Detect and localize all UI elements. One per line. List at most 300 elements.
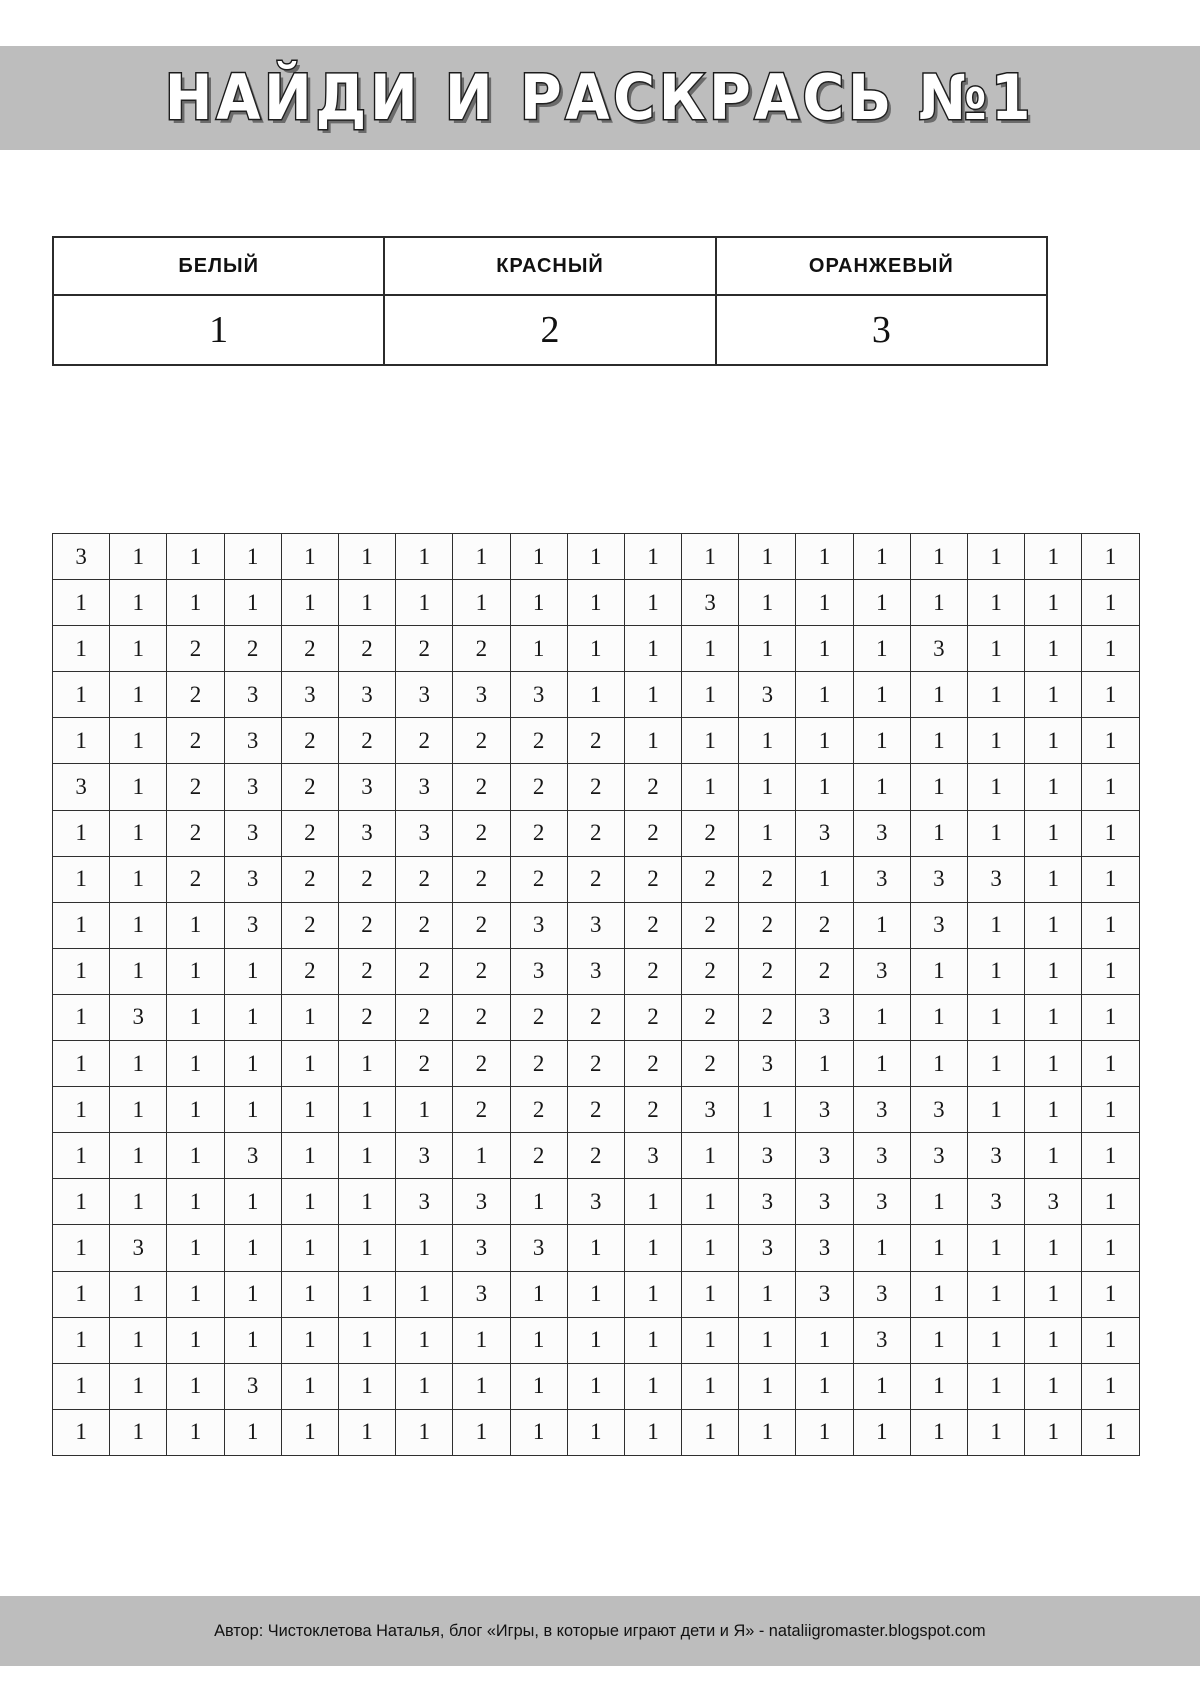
grid-cell[interactable]: 1 [1082, 534, 1139, 580]
grid-cell[interactable]: 1 [910, 1225, 967, 1271]
grid-cell[interactable]: 1 [968, 810, 1025, 856]
grid-cell[interactable]: 1 [1082, 856, 1139, 902]
grid-cell[interactable]: 1 [53, 1087, 110, 1133]
grid-cell[interactable]: 1 [53, 1409, 110, 1455]
grid-cell[interactable]: 3 [567, 948, 624, 994]
grid-cell[interactable]: 1 [396, 534, 453, 580]
grid-cell[interactable]: 1 [167, 902, 224, 948]
grid-cell[interactable]: 1 [110, 902, 167, 948]
grid-cell[interactable]: 2 [510, 856, 567, 902]
grid-cell[interactable]: 1 [968, 626, 1025, 672]
grid-cell[interactable]: 2 [567, 1133, 624, 1179]
grid-cell[interactable]: 1 [224, 1087, 281, 1133]
grid-cell[interactable]: 1 [682, 1317, 739, 1363]
grid-cell[interactable]: 1 [453, 1317, 510, 1363]
grid-cell[interactable]: 2 [510, 810, 567, 856]
grid-cell[interactable]: 3 [796, 1087, 853, 1133]
grid-cell[interactable]: 1 [396, 1271, 453, 1317]
grid-cell[interactable]: 2 [453, 1087, 510, 1133]
grid-cell[interactable]: 1 [53, 994, 110, 1040]
grid-cell[interactable]: 2 [338, 902, 395, 948]
grid-cell[interactable]: 1 [968, 1409, 1025, 1455]
grid-cell[interactable]: 2 [567, 718, 624, 764]
grid-cell[interactable]: 1 [910, 534, 967, 580]
grid-cell[interactable]: 1 [453, 1133, 510, 1179]
grid-cell[interactable]: 1 [453, 534, 510, 580]
grid-cell[interactable]: 1 [338, 1363, 395, 1409]
grid-cell[interactable]: 3 [796, 1179, 853, 1225]
grid-cell[interactable]: 1 [624, 580, 681, 626]
grid-cell[interactable]: 1 [167, 1041, 224, 1087]
grid-cell[interactable]: 3 [453, 1179, 510, 1225]
grid-cell[interactable]: 1 [224, 948, 281, 994]
grid-cell[interactable]: 1 [567, 1363, 624, 1409]
grid-cell[interactable]: 1 [1082, 1087, 1139, 1133]
grid-cell[interactable]: 1 [110, 856, 167, 902]
grid-cell[interactable]: 3 [910, 1133, 967, 1179]
grid-cell[interactable]: 2 [338, 626, 395, 672]
grid-cell[interactable]: 1 [167, 1363, 224, 1409]
grid-cell[interactable]: 1 [968, 1363, 1025, 1409]
grid-cell[interactable]: 2 [796, 902, 853, 948]
grid-cell[interactable]: 2 [167, 718, 224, 764]
grid-cell[interactable]: 1 [968, 1271, 1025, 1317]
grid-cell[interactable]: 1 [167, 948, 224, 994]
grid-cell[interactable]: 3 [338, 810, 395, 856]
grid-cell[interactable]: 1 [968, 994, 1025, 1040]
grid-cell[interactable]: 1 [224, 534, 281, 580]
grid-cell[interactable]: 1 [1025, 1087, 1082, 1133]
grid-cell[interactable]: 2 [682, 994, 739, 1040]
grid-cell[interactable]: 2 [338, 718, 395, 764]
grid-cell[interactable]: 1 [510, 1179, 567, 1225]
grid-cell[interactable]: 3 [796, 810, 853, 856]
grid-cell[interactable]: 1 [1025, 1041, 1082, 1087]
grid-cell[interactable]: 3 [510, 1225, 567, 1271]
grid-cell[interactable]: 1 [53, 1317, 110, 1363]
grid-cell[interactable]: 2 [281, 948, 338, 994]
grid-cell[interactable]: 2 [453, 626, 510, 672]
grid-cell[interactable]: 1 [1082, 1225, 1139, 1271]
grid-cell[interactable]: 2 [396, 856, 453, 902]
grid-cell[interactable]: 3 [1025, 1179, 1082, 1225]
grid-cell[interactable]: 2 [396, 948, 453, 994]
grid-cell[interactable]: 3 [453, 1225, 510, 1271]
grid-cell[interactable]: 2 [167, 626, 224, 672]
grid-cell[interactable]: 1 [53, 626, 110, 672]
grid-cell[interactable]: 1 [1025, 1133, 1082, 1179]
grid-cell[interactable]: 2 [453, 994, 510, 1040]
grid-cell[interactable]: 2 [281, 902, 338, 948]
grid-cell[interactable]: 1 [53, 1225, 110, 1271]
grid-cell[interactable]: 1 [739, 626, 796, 672]
grid-cell[interactable]: 2 [567, 764, 624, 810]
grid-cell[interactable]: 1 [1082, 718, 1139, 764]
grid-cell[interactable]: 1 [796, 1317, 853, 1363]
grid-cell[interactable]: 3 [510, 948, 567, 994]
grid-cell[interactable]: 1 [1082, 764, 1139, 810]
grid-cell[interactable]: 2 [624, 1041, 681, 1087]
grid-cell[interactable]: 2 [338, 948, 395, 994]
grid-cell[interactable]: 1 [1025, 626, 1082, 672]
grid-cell[interactable]: 2 [567, 856, 624, 902]
grid-cell[interactable]: 1 [110, 672, 167, 718]
grid-cell[interactable]: 1 [1082, 672, 1139, 718]
grid-cell[interactable]: 1 [968, 718, 1025, 764]
grid-cell[interactable]: 1 [853, 994, 910, 1040]
grid-cell[interactable]: 1 [682, 764, 739, 810]
grid-cell[interactable]: 1 [53, 718, 110, 764]
grid-cell[interactable]: 1 [796, 856, 853, 902]
grid-cell[interactable]: 1 [910, 994, 967, 1040]
grid-cell[interactable]: 3 [53, 534, 110, 580]
grid-cell[interactable]: 3 [853, 1133, 910, 1179]
grid-cell[interactable]: 1 [167, 1087, 224, 1133]
grid-cell[interactable]: 1 [796, 1041, 853, 1087]
grid-cell[interactable]: 1 [1082, 810, 1139, 856]
grid-cell[interactable]: 1 [910, 580, 967, 626]
grid-cell[interactable]: 3 [338, 764, 395, 810]
grid-cell[interactable]: 1 [1082, 1133, 1139, 1179]
grid-cell[interactable]: 2 [510, 764, 567, 810]
grid-cell[interactable]: 1 [1025, 1409, 1082, 1455]
grid-cell[interactable]: 1 [224, 1409, 281, 1455]
grid-cell[interactable]: 1 [110, 1271, 167, 1317]
grid-cell[interactable]: 1 [910, 764, 967, 810]
grid-cell[interactable]: 3 [739, 1225, 796, 1271]
grid-cell[interactable]: 1 [110, 718, 167, 764]
grid-cell[interactable]: 1 [110, 580, 167, 626]
grid-cell[interactable]: 1 [281, 1179, 338, 1225]
grid-cell[interactable]: 1 [510, 580, 567, 626]
grid-cell[interactable]: 1 [739, 1409, 796, 1455]
grid-cell[interactable]: 1 [224, 1041, 281, 1087]
grid-cell[interactable]: 1 [910, 810, 967, 856]
grid-cell[interactable]: 3 [853, 810, 910, 856]
grid-cell[interactable]: 3 [853, 1087, 910, 1133]
grid-cell[interactable]: 2 [739, 994, 796, 1040]
grid-cell[interactable]: 2 [510, 1133, 567, 1179]
grid-cell[interactable]: 1 [624, 626, 681, 672]
grid-cell[interactable]: 1 [853, 626, 910, 672]
grid-cell[interactable]: 1 [167, 994, 224, 1040]
grid-cell[interactable]: 1 [281, 994, 338, 1040]
grid-cell[interactable]: 3 [853, 1271, 910, 1317]
grid-cell[interactable]: 3 [682, 580, 739, 626]
grid-cell[interactable]: 3 [224, 764, 281, 810]
grid-cell[interactable]: 2 [281, 718, 338, 764]
grid-cell[interactable]: 1 [53, 902, 110, 948]
grid-cell[interactable]: 1 [739, 534, 796, 580]
grid-cell[interactable]: 1 [624, 718, 681, 764]
grid-cell[interactable]: 3 [796, 994, 853, 1040]
grid-cell[interactable]: 1 [968, 1087, 1025, 1133]
grid-cell[interactable]: 1 [853, 902, 910, 948]
grid-cell[interactable]: 1 [1082, 994, 1139, 1040]
grid-cell[interactable]: 3 [910, 902, 967, 948]
grid-cell[interactable]: 1 [739, 810, 796, 856]
grid-cell[interactable]: 3 [739, 1041, 796, 1087]
grid-cell[interactable]: 3 [224, 672, 281, 718]
grid-cell[interactable]: 1 [281, 1317, 338, 1363]
grid-cell[interactable]: 1 [853, 1041, 910, 1087]
grid-cell[interactable]: 3 [224, 902, 281, 948]
grid-cell[interactable]: 2 [453, 902, 510, 948]
grid-cell[interactable]: 3 [624, 1133, 681, 1179]
grid-cell[interactable]: 1 [1025, 764, 1082, 810]
grid-cell[interactable]: 2 [567, 1041, 624, 1087]
grid-cell[interactable]: 1 [1082, 1317, 1139, 1363]
grid-cell[interactable]: 1 [624, 1409, 681, 1455]
grid-cell[interactable]: 3 [968, 1133, 1025, 1179]
grid-cell[interactable]: 1 [224, 1179, 281, 1225]
grid-cell[interactable]: 2 [281, 764, 338, 810]
grid-cell[interactable]: 3 [910, 1087, 967, 1133]
grid-cell[interactable]: 1 [53, 580, 110, 626]
grid-cell[interactable]: 2 [281, 856, 338, 902]
grid-cell[interactable]: 1 [338, 1271, 395, 1317]
grid-cell[interactable]: 1 [281, 534, 338, 580]
grid-cell[interactable]: 3 [396, 1179, 453, 1225]
grid-cell[interactable]: 1 [1025, 672, 1082, 718]
grid-cell[interactable]: 1 [53, 856, 110, 902]
grid-cell[interactable]: 1 [338, 534, 395, 580]
grid-cell[interactable]: 1 [53, 1363, 110, 1409]
grid-cell[interactable]: 2 [624, 764, 681, 810]
grid-cell[interactable]: 1 [167, 1409, 224, 1455]
grid-cell[interactable]: 1 [796, 1363, 853, 1409]
grid-cell[interactable]: 1 [1025, 902, 1082, 948]
grid-cell[interactable]: 2 [167, 672, 224, 718]
grid-cell[interactable]: 1 [396, 1363, 453, 1409]
grid-cell[interactable]: 1 [110, 1179, 167, 1225]
grid-cell[interactable]: 1 [567, 1317, 624, 1363]
grid-cell[interactable]: 1 [281, 1087, 338, 1133]
grid-cell[interactable]: 3 [739, 672, 796, 718]
grid-cell[interactable]: 1 [739, 718, 796, 764]
grid-cell[interactable]: 1 [167, 1133, 224, 1179]
grid-cell[interactable]: 3 [739, 1133, 796, 1179]
grid-cell[interactable]: 1 [853, 534, 910, 580]
grid-cell[interactable]: 1 [453, 580, 510, 626]
grid-cell[interactable]: 1 [910, 672, 967, 718]
grid-cell[interactable]: 3 [682, 1087, 739, 1133]
grid-cell[interactable]: 2 [624, 994, 681, 1040]
grid-cell[interactable]: 1 [167, 1317, 224, 1363]
grid-cell[interactable]: 1 [396, 1409, 453, 1455]
grid-cell[interactable]: 1 [281, 1225, 338, 1271]
grid-cell[interactable]: 1 [1082, 1271, 1139, 1317]
grid-cell[interactable]: 1 [796, 626, 853, 672]
grid-cell[interactable]: 1 [968, 672, 1025, 718]
grid-cell[interactable]: 1 [682, 1271, 739, 1317]
grid-cell[interactable]: 1 [853, 1409, 910, 1455]
grid-cell[interactable]: 1 [682, 534, 739, 580]
grid-cell[interactable]: 3 [396, 764, 453, 810]
grid-cell[interactable]: 2 [338, 994, 395, 1040]
grid-cell[interactable]: 1 [853, 764, 910, 810]
grid-cell[interactable]: 1 [510, 1409, 567, 1455]
grid-cell[interactable]: 1 [1082, 948, 1139, 994]
grid-cell[interactable]: 3 [281, 672, 338, 718]
grid-cell[interactable]: 1 [1082, 1179, 1139, 1225]
grid-cell[interactable]: 1 [968, 1317, 1025, 1363]
grid-cell[interactable]: 1 [968, 764, 1025, 810]
grid-cell[interactable]: 3 [224, 856, 281, 902]
grid-cell[interactable]: 1 [567, 626, 624, 672]
grid-cell[interactable]: 1 [110, 1041, 167, 1087]
grid-cell[interactable]: 1 [796, 764, 853, 810]
grid-cell[interactable]: 1 [338, 1317, 395, 1363]
grid-cell[interactable]: 1 [110, 1409, 167, 1455]
grid-cell[interactable]: 1 [53, 672, 110, 718]
grid-cell[interactable]: 3 [110, 994, 167, 1040]
grid-cell[interactable]: 1 [281, 1271, 338, 1317]
grid-cell[interactable]: 1 [624, 1225, 681, 1271]
grid-cell[interactable]: 2 [796, 948, 853, 994]
grid-cell[interactable]: 1 [624, 534, 681, 580]
grid-cell[interactable]: 3 [968, 1179, 1025, 1225]
grid-cell[interactable]: 1 [510, 1271, 567, 1317]
grid-cell[interactable]: 2 [396, 902, 453, 948]
grid-cell[interactable]: 2 [682, 856, 739, 902]
grid-cell[interactable]: 3 [224, 718, 281, 764]
grid-cell[interactable]: 1 [224, 580, 281, 626]
grid-cell[interactable]: 1 [567, 672, 624, 718]
grid-cell[interactable]: 1 [1082, 1041, 1139, 1087]
grid-cell[interactable]: 2 [624, 1087, 681, 1133]
grid-cell[interactable]: 1 [796, 1409, 853, 1455]
grid-cell[interactable]: 1 [1025, 810, 1082, 856]
grid-cell[interactable]: 1 [1025, 1271, 1082, 1317]
grid-cell[interactable]: 1 [53, 1271, 110, 1317]
grid-cell[interactable]: 1 [910, 1041, 967, 1087]
grid-cell[interactable]: 3 [224, 810, 281, 856]
grid-cell[interactable]: 1 [1025, 948, 1082, 994]
grid-cell[interactable]: 2 [739, 902, 796, 948]
grid-cell[interactable]: 3 [453, 1271, 510, 1317]
grid-cell[interactable]: 1 [167, 1179, 224, 1225]
grid-cell[interactable]: 1 [338, 580, 395, 626]
grid-cell[interactable]: 1 [1025, 534, 1082, 580]
grid-cell[interactable]: 1 [739, 1271, 796, 1317]
grid-cell[interactable]: 1 [682, 1179, 739, 1225]
grid-cell[interactable]: 1 [110, 1133, 167, 1179]
grid-cell[interactable]: 2 [567, 1087, 624, 1133]
grid-cell[interactable]: 2 [453, 718, 510, 764]
grid-cell[interactable]: 2 [682, 1041, 739, 1087]
grid-cell[interactable]: 1 [53, 1133, 110, 1179]
grid-cell[interactable]: 1 [739, 1317, 796, 1363]
grid-cell[interactable]: 1 [739, 1363, 796, 1409]
grid-cell[interactable]: 1 [224, 1317, 281, 1363]
grid-cell[interactable]: 1 [224, 1225, 281, 1271]
grid-cell[interactable]: 1 [110, 534, 167, 580]
grid-cell[interactable]: 3 [396, 672, 453, 718]
grid-cell[interactable]: 1 [682, 1363, 739, 1409]
grid-cell[interactable]: 3 [453, 672, 510, 718]
grid-cell[interactable]: 1 [682, 1409, 739, 1455]
grid-cell[interactable]: 1 [281, 580, 338, 626]
grid-cell[interactable]: 2 [624, 902, 681, 948]
grid-cell[interactable]: 1 [453, 1409, 510, 1455]
grid-cell[interactable]: 2 [224, 626, 281, 672]
grid-cell[interactable]: 1 [396, 1225, 453, 1271]
grid-cell[interactable]: 1 [1082, 580, 1139, 626]
grid-cell[interactable]: 1 [682, 1133, 739, 1179]
grid-cell[interactable]: 3 [910, 626, 967, 672]
grid-cell[interactable]: 1 [1082, 626, 1139, 672]
grid-cell[interactable]: 1 [567, 1225, 624, 1271]
grid-cell[interactable]: 1 [968, 580, 1025, 626]
grid-cell[interactable]: 1 [110, 1363, 167, 1409]
grid-cell[interactable]: 1 [624, 1271, 681, 1317]
grid-cell[interactable]: 1 [167, 534, 224, 580]
grid-cell[interactable]: 1 [53, 1041, 110, 1087]
grid-cell[interactable]: 1 [853, 1363, 910, 1409]
grid-cell[interactable]: 1 [682, 672, 739, 718]
grid-cell[interactable]: 1 [396, 1087, 453, 1133]
grid-cell[interactable]: 3 [224, 1363, 281, 1409]
grid-cell[interactable]: 2 [167, 764, 224, 810]
grid-cell[interactable]: 1 [1082, 1409, 1139, 1455]
grid-cell[interactable]: 1 [338, 1133, 395, 1179]
grid-cell[interactable]: 3 [338, 672, 395, 718]
grid-cell[interactable]: 1 [624, 1363, 681, 1409]
grid-cell[interactable]: 1 [968, 1225, 1025, 1271]
grid-cell[interactable]: 1 [1025, 1317, 1082, 1363]
grid-cell[interactable]: 1 [567, 1409, 624, 1455]
grid-cell[interactable]: 1 [796, 718, 853, 764]
grid-cell[interactable]: 1 [853, 1225, 910, 1271]
grid-cell[interactable]: 1 [53, 1179, 110, 1225]
grid-cell[interactable]: 3 [224, 1133, 281, 1179]
grid-cell[interactable]: 2 [510, 994, 567, 1040]
grid-cell[interactable]: 1 [510, 626, 567, 672]
grid-cell[interactable]: 1 [510, 534, 567, 580]
grid-cell[interactable]: 3 [853, 856, 910, 902]
grid-cell[interactable]: 2 [739, 948, 796, 994]
grid-cell[interactable]: 2 [624, 948, 681, 994]
grid-cell[interactable]: 1 [910, 948, 967, 994]
grid-cell[interactable]: 1 [396, 580, 453, 626]
grid-cell[interactable]: 3 [396, 810, 453, 856]
grid-cell[interactable]: 3 [739, 1179, 796, 1225]
grid-cell[interactable]: 3 [510, 672, 567, 718]
grid-cell[interactable]: 3 [853, 948, 910, 994]
grid-cell[interactable]: 1 [281, 1363, 338, 1409]
grid-cell[interactable]: 1 [281, 1041, 338, 1087]
grid-cell[interactable]: 1 [968, 1041, 1025, 1087]
grid-cell[interactable]: 1 [624, 672, 681, 718]
grid-cell[interactable]: 1 [281, 1409, 338, 1455]
grid-cell[interactable]: 1 [853, 718, 910, 764]
grid-cell[interactable]: 2 [453, 948, 510, 994]
grid-cell[interactable]: 1 [1025, 856, 1082, 902]
grid-cell[interactable]: 2 [453, 810, 510, 856]
grid-cell[interactable]: 2 [510, 718, 567, 764]
grid-cell[interactable]: 3 [110, 1225, 167, 1271]
grid-cell[interactable]: 1 [167, 1225, 224, 1271]
grid-cell[interactable]: 1 [910, 1179, 967, 1225]
grid-cell[interactable]: 1 [796, 672, 853, 718]
grid-cell[interactable]: 1 [1082, 1363, 1139, 1409]
grid-cell[interactable]: 1 [910, 1271, 967, 1317]
grid-cell[interactable]: 1 [1025, 580, 1082, 626]
grid-cell[interactable]: 3 [396, 1133, 453, 1179]
grid-cell[interactable]: 1 [110, 626, 167, 672]
grid-cell[interactable]: 1 [338, 1087, 395, 1133]
